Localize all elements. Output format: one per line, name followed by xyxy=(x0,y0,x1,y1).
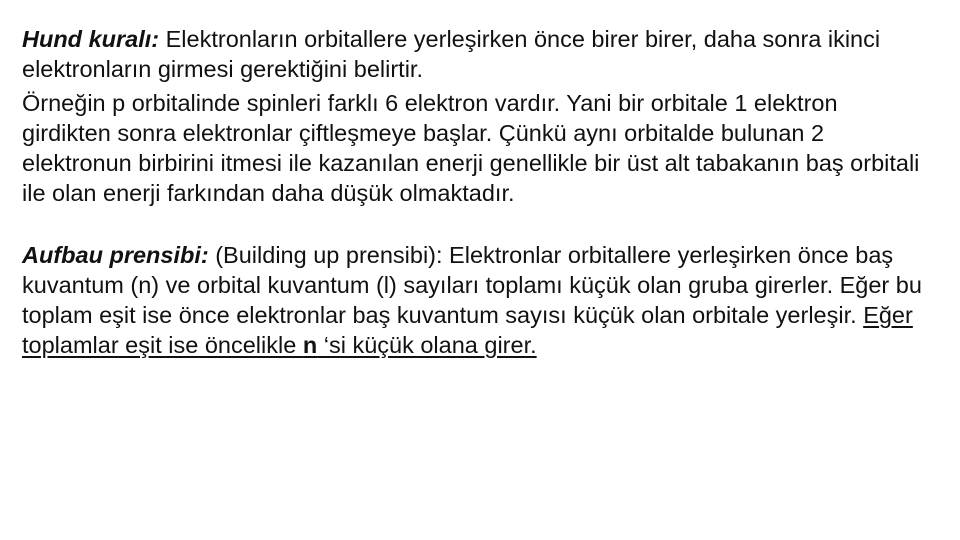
aufbau-principle-term: Aufbau prensibi: xyxy=(22,242,209,268)
aufbau-underlined-bold-n: n xyxy=(302,332,318,358)
hund-rule-paragraph xyxy=(22,24,922,84)
aufbau-underlined-after: ‘si küçük olana girer. xyxy=(317,332,537,358)
hund-rule-term: Hund kuralı: xyxy=(22,26,160,52)
example-paragraph xyxy=(22,88,922,208)
aufbau-principle-text: (Building up prensibi): Elektronlar orbitallere yerleşirken önce baş kuvantum (n) ve orbital kuvantum (l) sayıları toplamı küçük olan gruba girerler. Eğer bu toplam eşit ise önce elektronlar baş kuvantum sayısı küçük olan orbitale yerleşir. xyxy=(22,242,922,328)
aufbau-principle-paragraph xyxy=(22,240,922,360)
example-text: Örneğin p orbitalinde spinleri farklı 6 elektron vardır. Yani bir orbitale 1 elektron girdikten sonra elektronlar çiftleşmeye başlar. Çünkü aynı orbitalde bulunan 2 elektronun birbirini itmesi ile kazanılan enerji genellikle bir üst alt tabakanın baş orbitali ile olan enerji farkından daha düşük olmaktadır. xyxy=(22,90,920,206)
slide-content xyxy=(22,24,922,360)
hund-rule-text: Elektronların orbitallere yerleşirken önce birer birer, daha sonra ikinci elektronların girmesi gerektiğini belirtir. xyxy=(22,26,881,82)
aufbau-underlined-before: Eğer toplamlar eşit ise öncelikle xyxy=(22,302,913,358)
